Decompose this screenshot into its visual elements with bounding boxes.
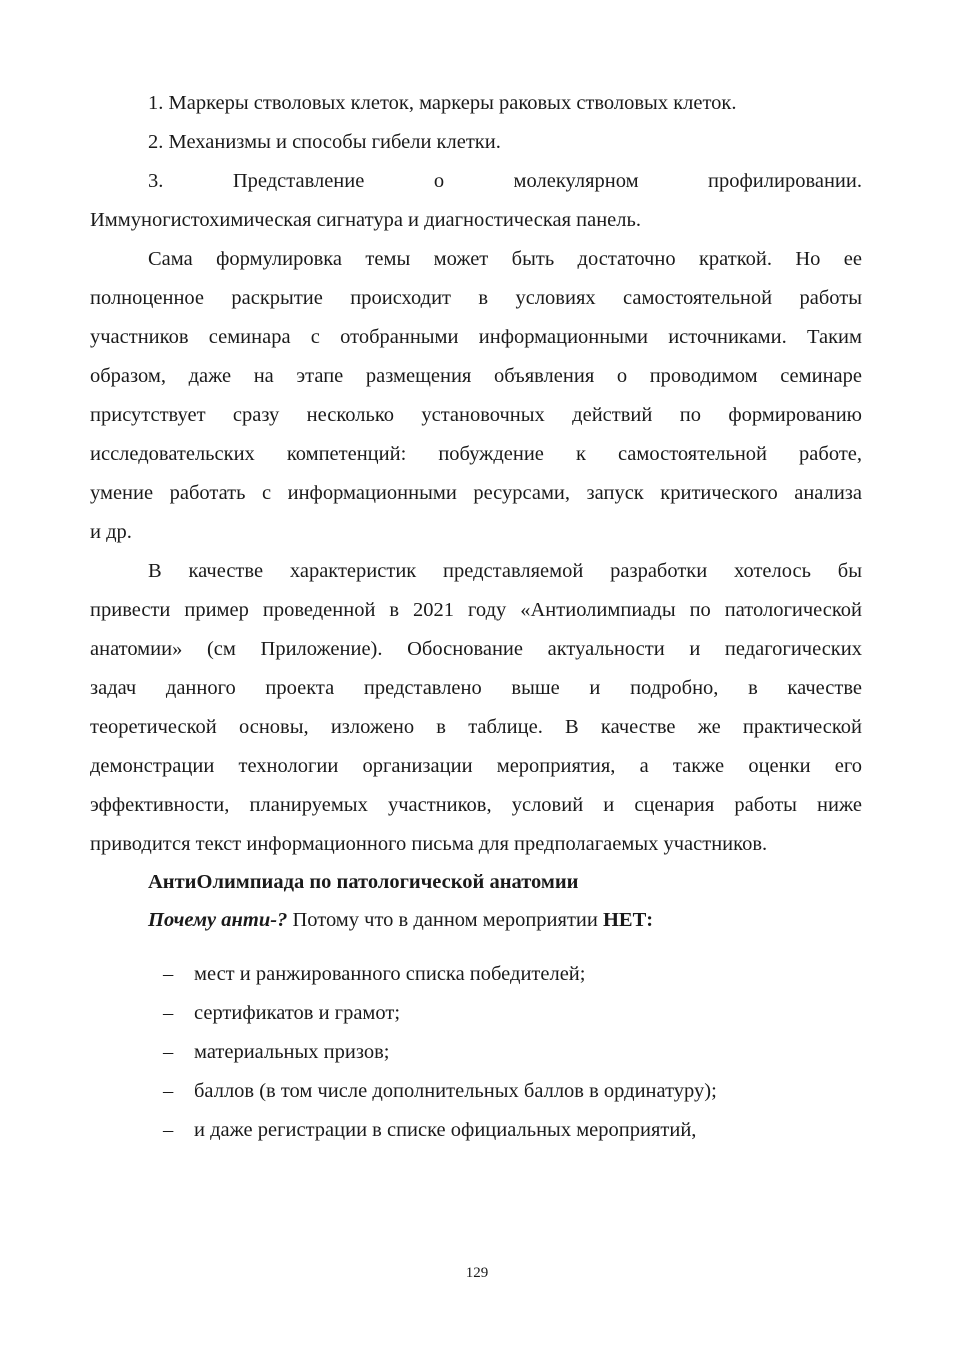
paragraph2-line: приводится текст информационного письма для предполагаемых участников.: [90, 833, 768, 855]
why-question: Почему анти-?: [148, 909, 288, 931]
dash-icon: –: [163, 1119, 174, 1141]
numbered-item-2: 2. Механизмы и способы гибели клетки.: [148, 131, 501, 153]
paragraph1-line: и др.: [90, 521, 132, 543]
paragraph2-line: демонстрации технологии организации мероприятия, а также оценки его: [90, 755, 862, 777]
paragraph1-line: исследовательских компетенций: побуждение к самостоятельной работе,: [90, 443, 862, 465]
paragraph2-line: эффективности, планируемых участников, условий и сценария работы ниже: [90, 794, 862, 816]
numbered-item-1: 1. Маркеры стволовых клеток, маркеры раковых стволовых клеток.: [148, 92, 737, 114]
paragraph1-line: участников семинара с отобранными информационными источниками. Таким: [90, 326, 862, 348]
dash-icon: –: [163, 1080, 174, 1102]
numbered-item-3-line1: 3. Представление о молекулярном профилировании.: [148, 170, 862, 192]
dash-icon: –: [163, 1041, 174, 1063]
paragraph1-line: полноценное раскрытие происходит в условиях самостоятельной работы: [90, 287, 862, 309]
paragraph1-line: образом, даже на этапе размещения объявления о проводимом семинаре: [90, 365, 862, 387]
section-heading: АнтиОлимпиада по патологической анатомии: [148, 871, 579, 893]
why-no: НЕТ:: [602, 909, 654, 931]
paragraph1-line: Сама формулировка темы может быть достаточно краткой. Но ее: [148, 248, 862, 270]
numbered-item-3-line2: Иммуногистохимическая сигнатура и диагностическая панель.: [90, 209, 641, 231]
list-item-text: материальных призов;: [194, 1041, 390, 1063]
paragraph1-line: присутствует сразу несколько установочных действий по формированию: [90, 404, 862, 426]
paragraph2-line: В качестве характеристик представляемой разработки хотелось бы: [148, 560, 862, 582]
page-number: 129: [465, 1265, 489, 1281]
paragraph2-line: анатомии» (см Приложение). Обоснование актуальности и педагогических: [90, 638, 862, 660]
why-text: Потому что в данном мероприятии: [287, 909, 603, 931]
list-item-text: баллов (в том числе дополнительных баллов в ординатуру);: [194, 1080, 717, 1102]
paragraph2-line: задач данного проекта представлено выше и подробно, в качестве: [90, 677, 862, 699]
dash-icon: –: [163, 1002, 174, 1024]
why-line: [148, 909, 653, 932]
paragraph1-line: умение работать с информационными ресурсами, запуск критического анализа: [90, 482, 862, 504]
paragraph2-line: теоретической основы, изложено в таблице. В качестве же практической: [90, 716, 862, 738]
paragraph2-line: привести пример проведенной в 2021 году «Антиолимпиады по патологической: [90, 599, 862, 621]
list-item-text: и даже регистрации в списке официальных мероприятий,: [194, 1119, 697, 1141]
list-item-text: мест и ранжированного списка победителей;: [194, 963, 586, 985]
dash-icon: –: [163, 963, 174, 985]
list-item-text: сертификатов и грамот;: [194, 1002, 401, 1024]
